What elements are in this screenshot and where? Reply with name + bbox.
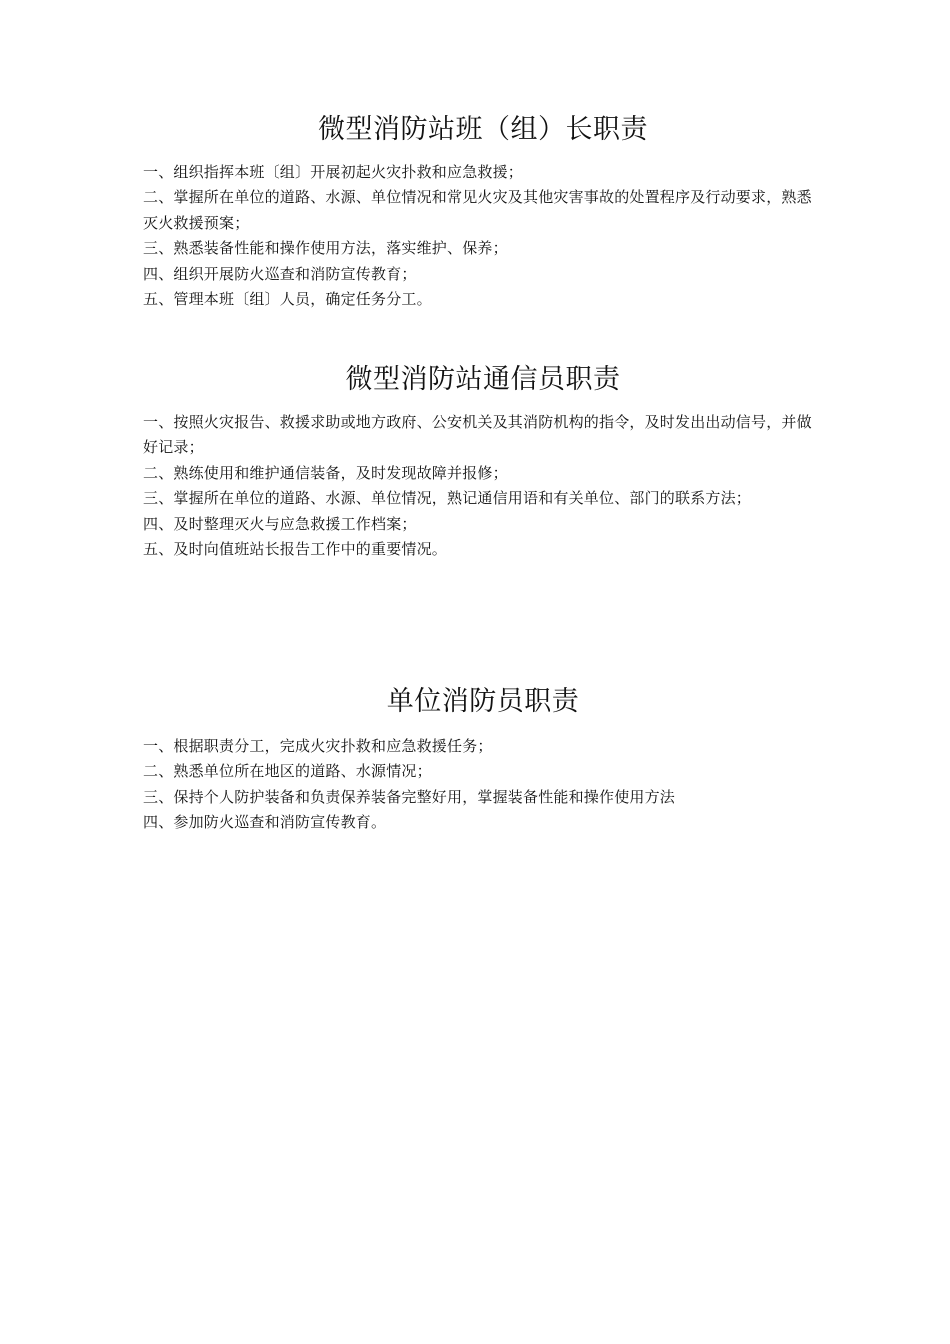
section-title: 微型消防站通信员职责 (345, 364, 621, 395)
duty-item: 一、按照火灾报告、救援求助或地方政府、公安机关及其消防机构的指令，及时发出出动信号，并做好记录； (143, 413, 812, 457)
duty-item: 五、及时向值班站长报告工作中的重要情况。 (143, 540, 448, 559)
duty-item: 一、组织指挥本班〔组〕开展初起火灾扑救和应急救援； (143, 163, 524, 181)
section-communicator-duties (143, 362, 823, 562)
duty-item: 四、组织开展防火巡查和消防宣传教育； (143, 264, 417, 283)
duty-list (143, 160, 823, 312)
section-team-leader-duties (143, 112, 823, 312)
duty-item: 四、及时整理灭火与应急救援工作档案； (143, 514, 417, 533)
duty-list (143, 410, 823, 562)
duty-item: 二、熟悉单位所在地区的道路、水源情况； (143, 762, 432, 781)
section-title: 单位消防员职责 (386, 686, 580, 717)
duty-item: 三、掌握所在单位的道路、水源、单位情况，熟记通信用语和有关单位、部门的联系方法； (143, 489, 752, 508)
duty-item: 一、根据职责分工，完成火灾扑救和应急救援任务； (143, 737, 493, 755)
duty-item: 二、熟练使用和维护通信装备，及时发现故障并报修； (143, 463, 508, 482)
duty-item: 二、掌握所在单位的道路、水源、单位情况和常见火灾及其他灾害事故的处置程序及行动要求，熟悉灭火救援预案； (143, 188, 812, 232)
duty-item: 四、参加防火巡查和消防宣传教育。 (143, 813, 387, 832)
duty-item: 五、管理本班〔组〕人员，确定任务分工。 (143, 290, 432, 309)
duty-list (143, 734, 823, 836)
section-firefighter-duties (143, 684, 823, 836)
duty-item: 三、保持个人防护装备和负责保养装备完整好用，掌握装备性能和操作使用方法 (143, 787, 676, 806)
duty-item: 三、熟悉装备性能和操作使用方法，落实维护、保养； (143, 239, 508, 258)
section-title: 微型消防站班（组）长职责 (318, 114, 648, 145)
